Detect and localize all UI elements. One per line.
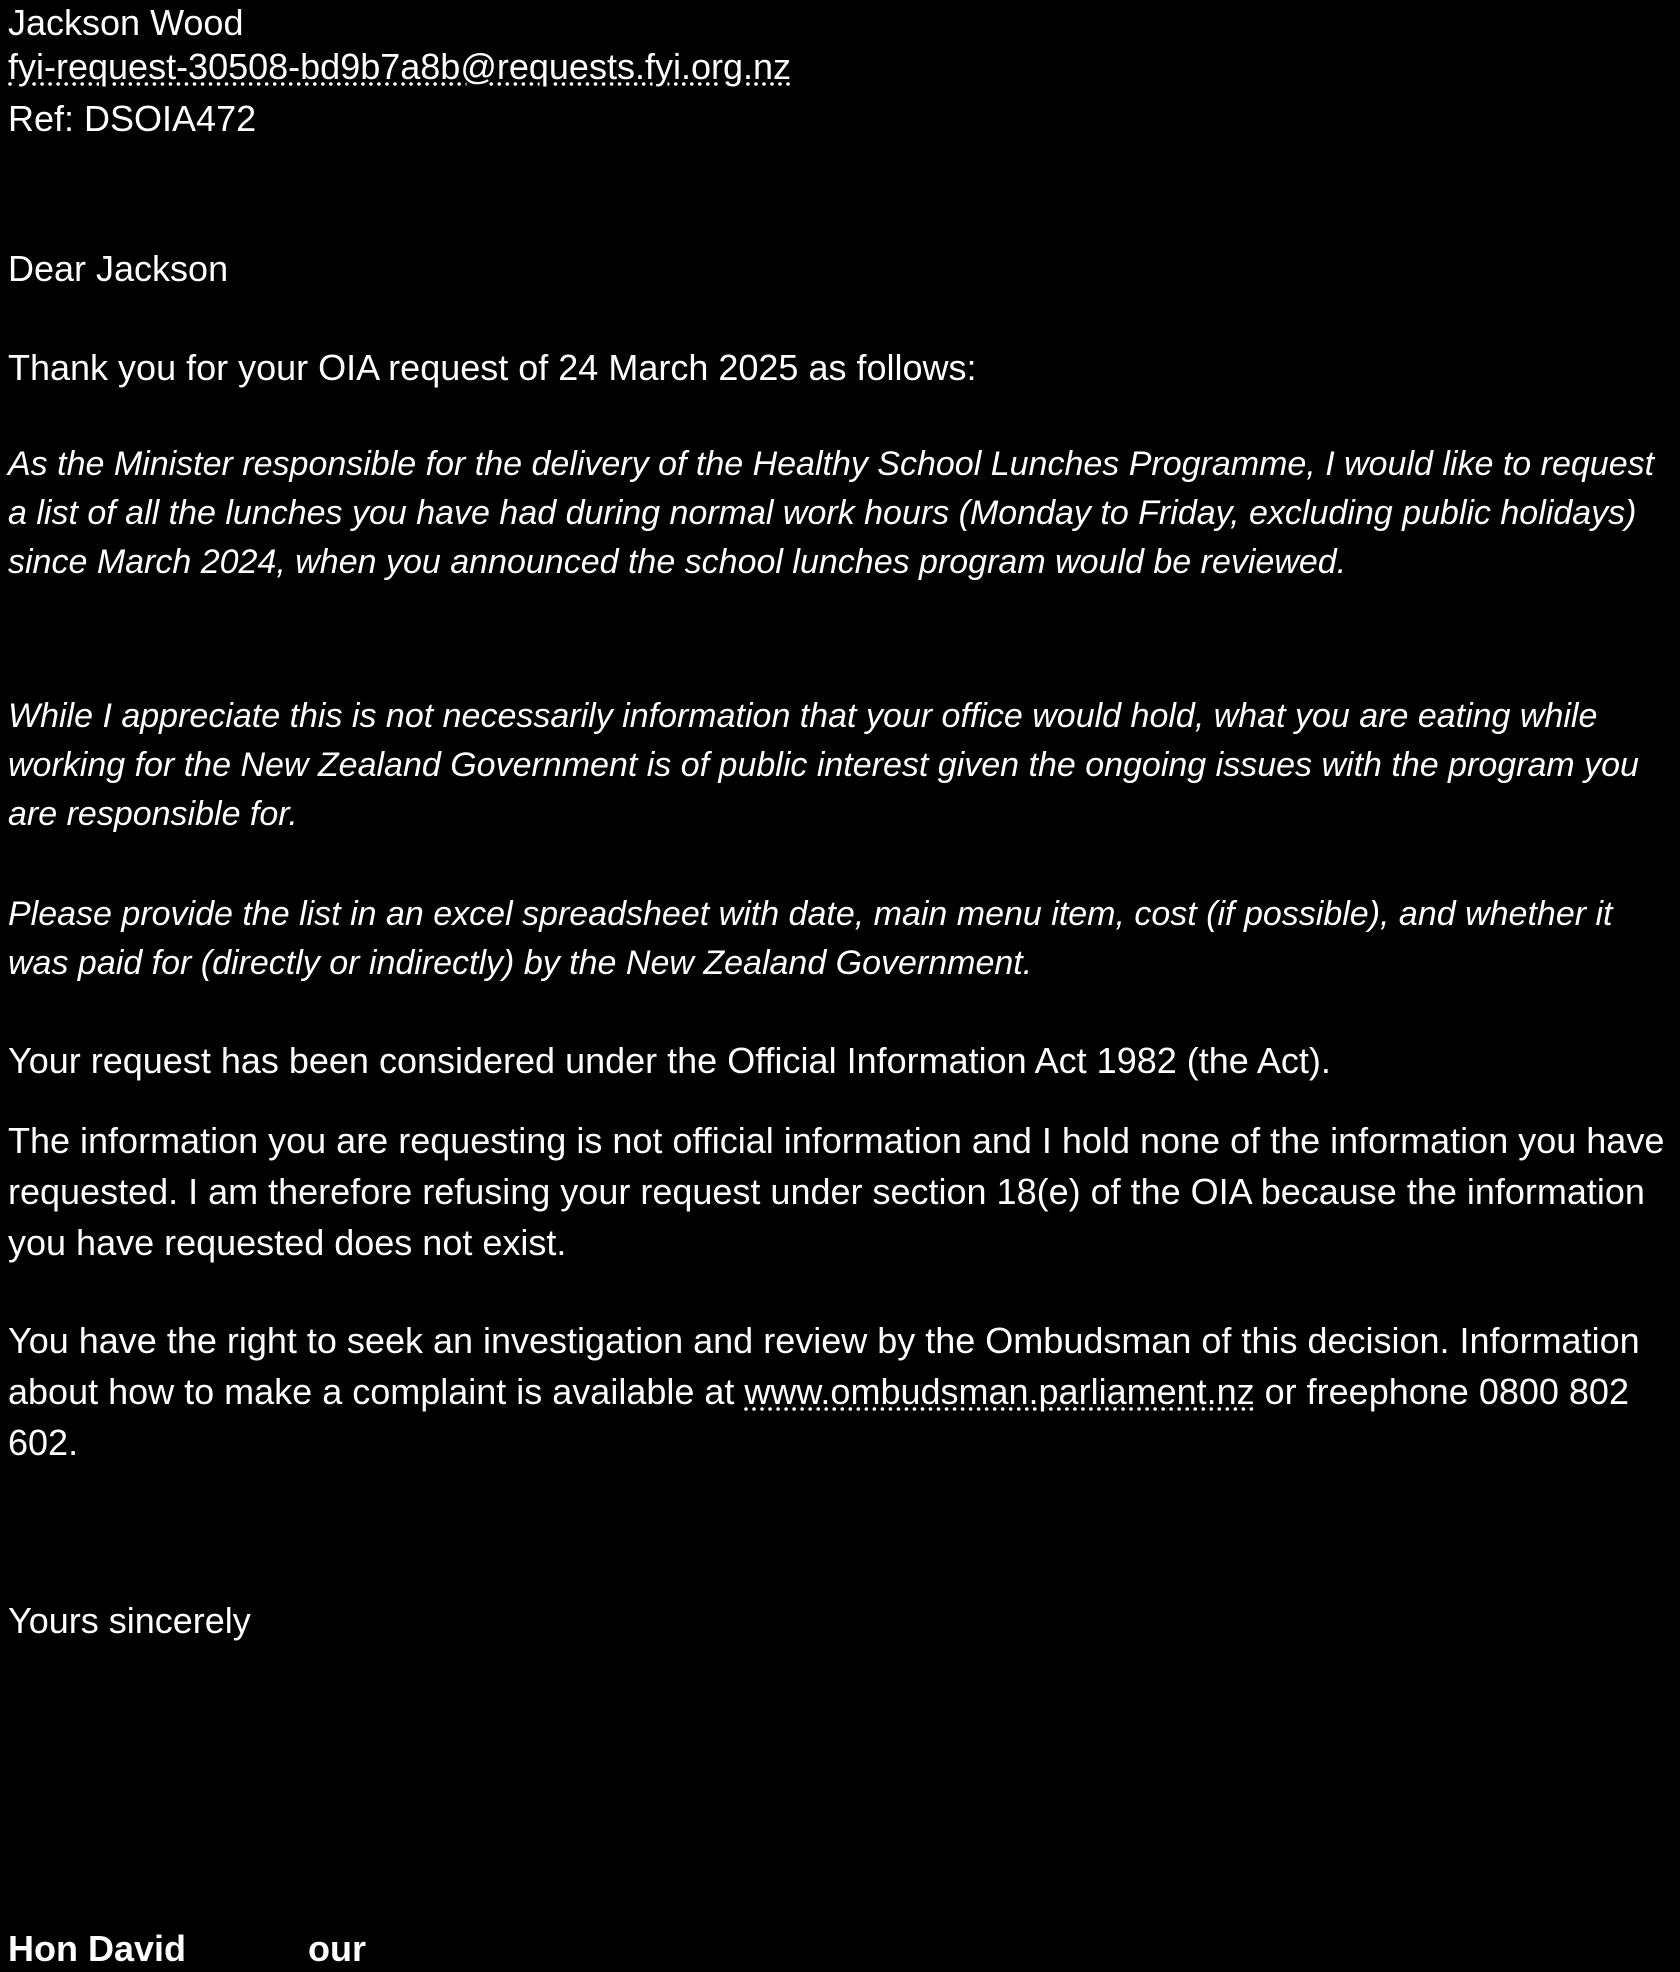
request-quote-paragraph-2: While I appreciate this is not necessarily information that your office would hold, what you are eating while working for the New Zealand Government is of public interest given the ongoing issues with the program you are responsible for.	[8, 697, 1639, 833]
closing: Yours sincerely	[8, 1600, 251, 1641]
request-quote-paragraph-3: Please provide the list in an excel spreadsheet with date, main menu item, cost (if possible), and whether it was paid for (directly or indirectly) by the New Zealand Government.	[8, 895, 1613, 982]
ombudsman-text-prefix: You have the right to seek an investigation and review by the Ombudsman of this decision. Information about how to make a complaint is available at	[8, 1320, 1640, 1412]
intro-paragraph: Thank you for your OIA request of 24 March 2025 as follows:	[8, 347, 977, 388]
considered-statement: Your request has been considered under the Official Information Act 1982 (the Act).	[8, 1040, 1331, 1081]
ombudsman-text-suffix: or freephone 0800 802 602.	[8, 1371, 1629, 1463]
request-quote-paragraph-1: As the Minister responsible for the delivery of the Healthy School Lunches Programme, I would like to request a list of all the lunches you have had during normal work hours (Monday to Friday, excluding public holidays) since March 2024, when you announced the school lunches program would be reviewed.	[8, 445, 1655, 581]
signature-name-part-2: our	[308, 1928, 366, 1969]
recipient-email-link[interactable]: fyi-request-30508-bd9b7a8b@requests.fyi.org.nz	[8, 46, 791, 87]
recipient-name: Jackson Wood	[8, 2, 244, 43]
ombudsman-paragraph	[8, 1315, 1668, 1468]
refusal-paragraph: The information you are requesting is not official information and I hold none of the information you have requested. I am therefore refusing your request under section 18(e) of the OIA because the information you have requested does not exist.	[8, 1120, 1665, 1263]
salutation: Dear Jackson	[8, 248, 229, 289]
reference-number: Ref: DSOIA472	[8, 98, 257, 139]
ombudsman-link[interactable]: www.ombudsman.parliament.nz	[744, 1371, 1255, 1412]
signature-name-part-1: Hon David	[8, 1928, 187, 1969]
